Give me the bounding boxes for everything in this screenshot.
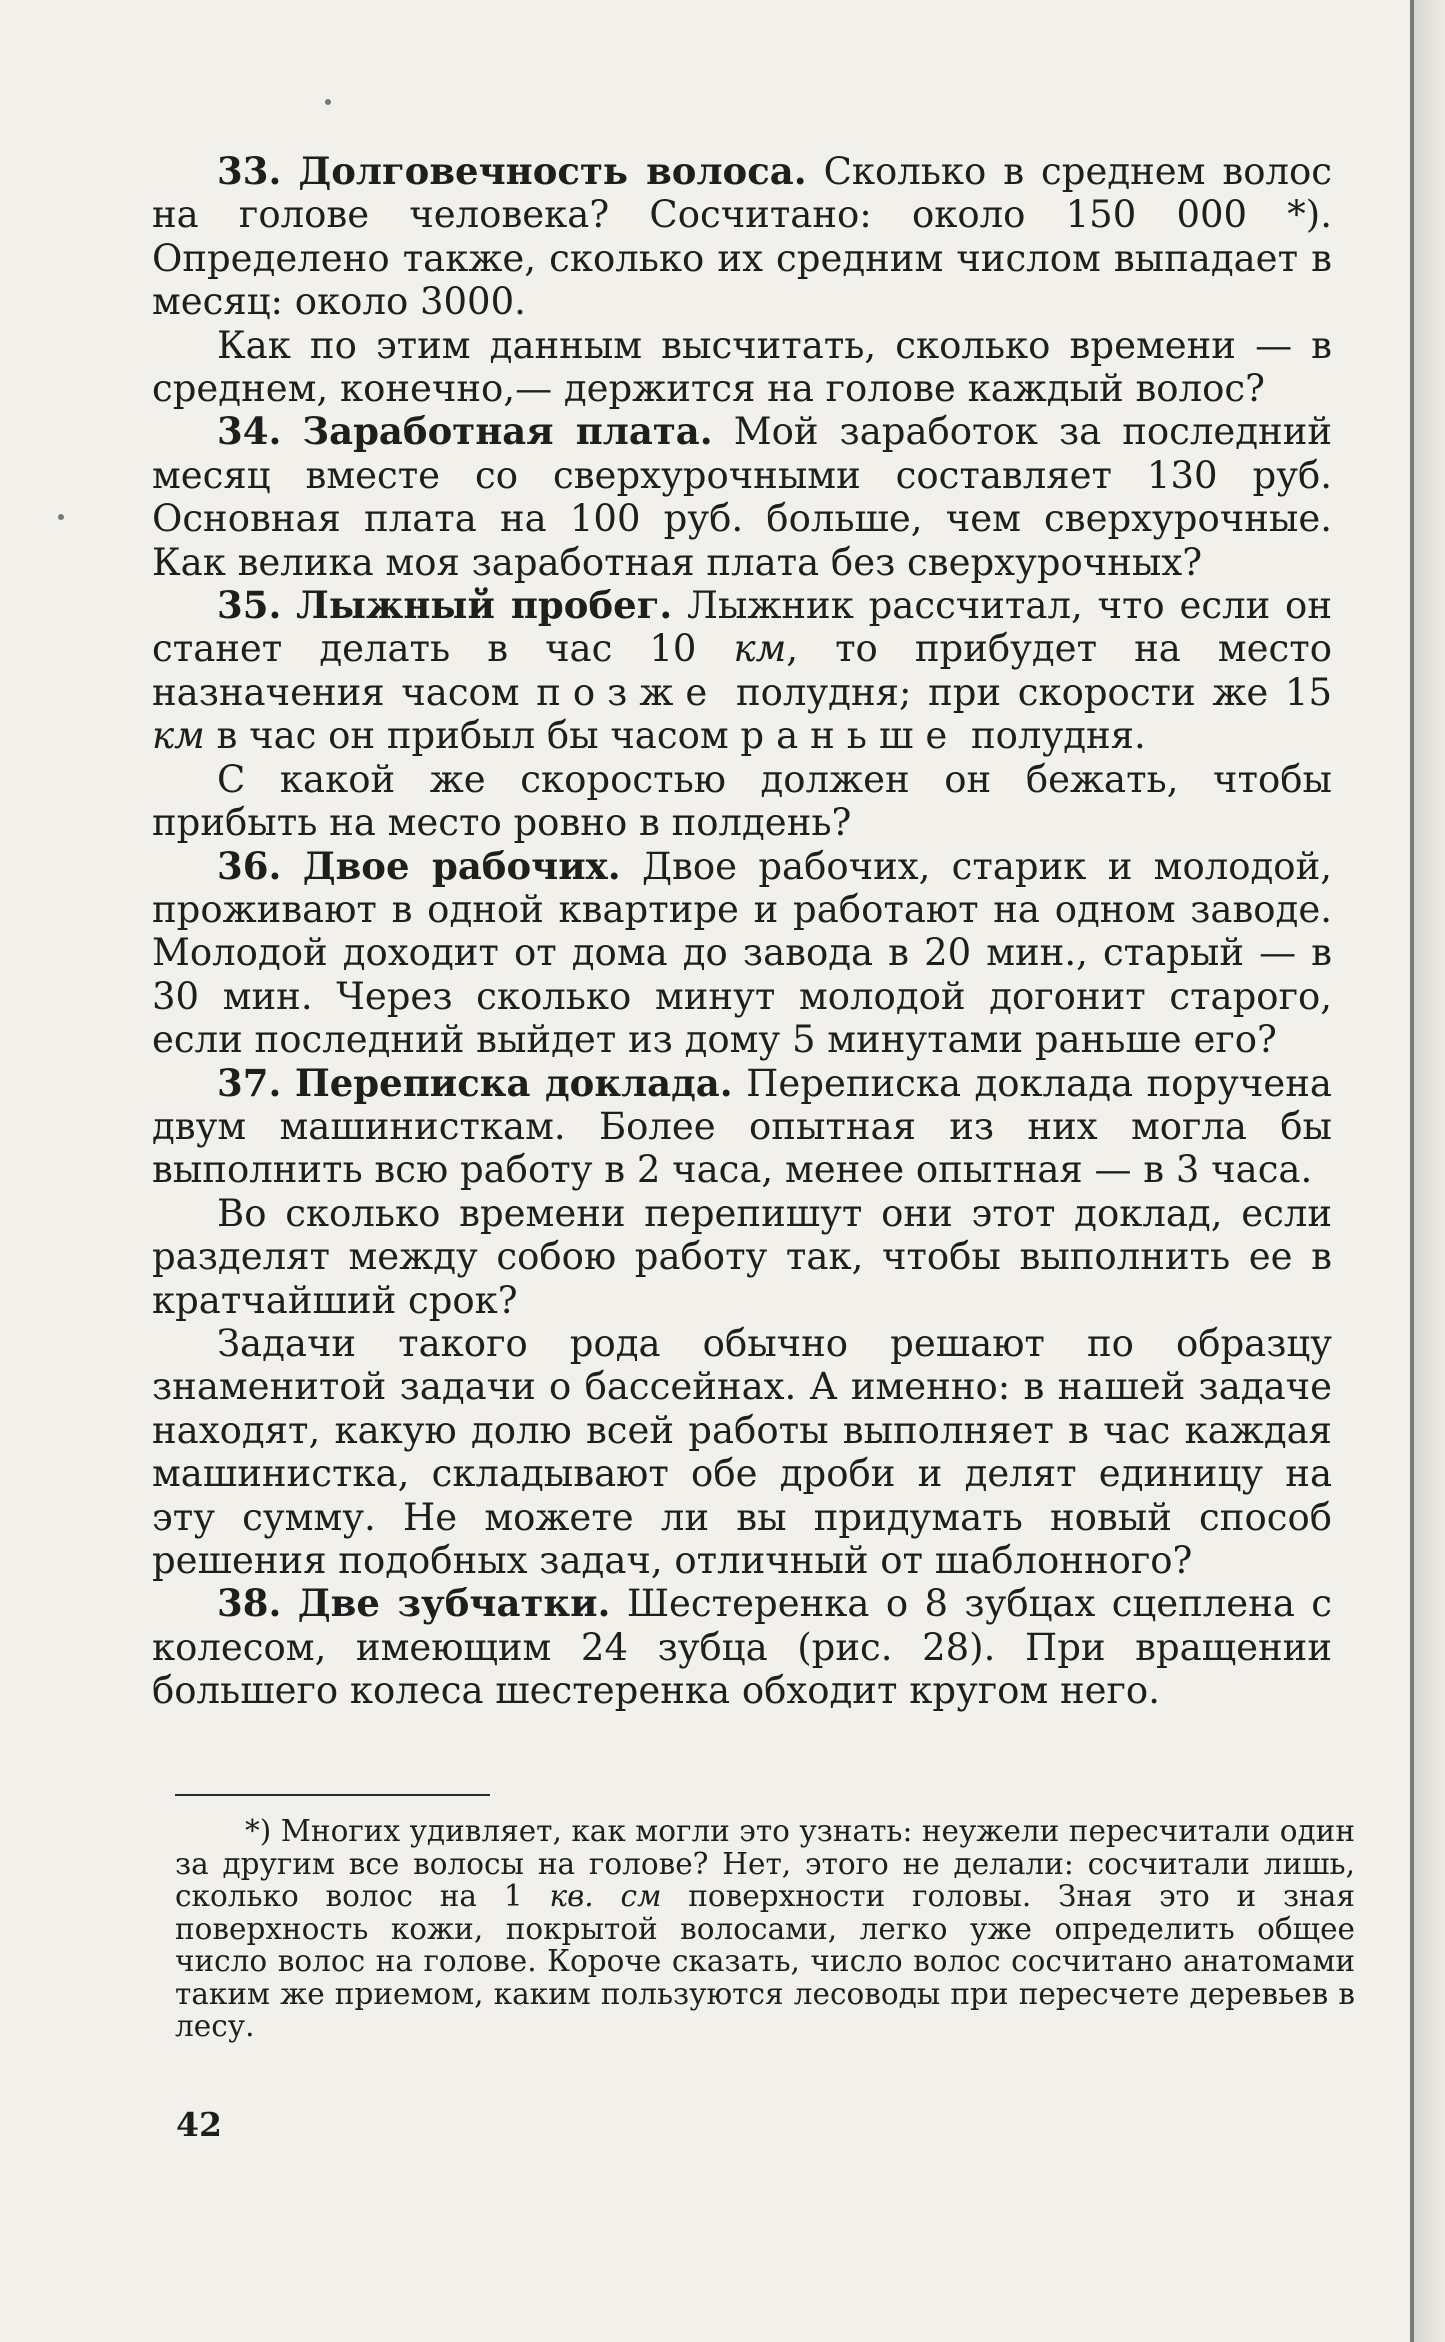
main-text bbox=[152, 150, 1332, 1713]
unit: км bbox=[152, 714, 205, 758]
print-speck bbox=[325, 99, 331, 105]
problem-38 bbox=[152, 1582, 1332, 1712]
problem-37-remark: Задачи такого рода обычно решают по образцу знаменитой задачи о бассейнах. А именно: в нашей задаче находят, какую долю всей работы выполняет в час каждая машинистка, складывают обе дроби и делят единицу на эту сумму. Не можете ли вы придумать новый способ решения подобных задач, отличный от шаблонного? bbox=[152, 1321, 1332, 1582]
problem-body: полудня; при скорости же 15 bbox=[735, 670, 1332, 714]
problem-title: Переписка доклада. bbox=[294, 1060, 733, 1105]
problem-37-question: Во сколько времени перепишут они этот доклад, если разделят между собою работу так, чтобы выполнить ее в кратчайший срок? bbox=[152, 1191, 1332, 1322]
page-number: 42 bbox=[176, 2105, 222, 2144]
problem-body: Шестеренка о 8 зубцах сцеплена с колесом, имеющим 24 зубца (рис. 28). При вращении большего колеса шестеренка обходит кругом него. bbox=[152, 1582, 1333, 1713]
problem-body: Сколько в среднем волос на голове человека? Сосчитано: около 150 000 *). Определено также, сколько их средним числом выпадает в месяц: около 3000. bbox=[152, 150, 1333, 324]
problem-body: Лыжник рассчитал, что если он станет делать в час 10 bbox=[152, 584, 1332, 671]
footnote-text bbox=[175, 1815, 1355, 2043]
problem-33 bbox=[152, 150, 1332, 324]
page-edge-shadow bbox=[1414, 0, 1445, 2342]
spaced-word: раньше bbox=[740, 714, 960, 758]
problem-number: 33. bbox=[217, 149, 282, 193]
problem-number: 37. bbox=[217, 1060, 282, 1105]
footnote-part: поверхности головы. Зная это и зная поверхность кожи, покрытой волосами, легко уже определить общее число волос на голове. Короче сказать, число волос сосчитано анатомами таким же приемом, каким пользуются лесоводы при пересчете деревьев в лесу. bbox=[175, 1879, 1355, 2043]
problem-number: 38. bbox=[217, 1581, 282, 1626]
problem-body: , то прибудет на место назначения часом bbox=[152, 627, 1332, 714]
footnote bbox=[175, 1815, 1355, 2043]
problem-33-question: Как по этим данным высчитать, сколько времени — в среднем, конечно,— держится на голове каждый волос? bbox=[152, 323, 1332, 411]
footnote-part: *) Многих удивляет, как могли это узнать: неужели пересчитали один за другим все волосы на голове? Нет, этого не делали: сосчитали лишь, сколько волос на 1 bbox=[175, 1814, 1355, 1913]
footnote-divider bbox=[175, 1794, 490, 1796]
problem-body: в час он прибыл бы часом bbox=[216, 714, 729, 758]
problem-number: 36. bbox=[217, 843, 282, 888]
spaced-word: позже bbox=[536, 670, 720, 714]
problem-34 bbox=[152, 410, 1332, 584]
problem-title: Долговечность волоса. bbox=[298, 149, 807, 193]
problem-number: 34. bbox=[217, 409, 282, 454]
problem-number: 35. bbox=[217, 583, 282, 628]
problem-36 bbox=[152, 845, 1332, 1062]
problem-title: Лыжный пробег. bbox=[296, 583, 673, 628]
page-edge-line bbox=[1410, 0, 1414, 2342]
problem-title: Две зубчатки. bbox=[297, 1581, 611, 1626]
unit: кв. см bbox=[549, 1879, 662, 1913]
problem-35 bbox=[152, 584, 1332, 758]
problem-body: Переписка доклада поручена двум машинисткам. Более опытная из них могла бы выполнить всю работу в 2 часа, менее опытная — в 3 часа. bbox=[152, 1061, 1332, 1192]
problem-body: полудня. bbox=[971, 714, 1146, 758]
problem-title: Заработная плата. bbox=[302, 409, 713, 454]
problem-body: Мой заработок за последний месяц вместе со сверхурочными составляет 130 руб. Основная плата на 100 руб. больше, чем сверхурочные. Как велика моя заработная плата без сверхурочных? bbox=[152, 410, 1333, 584]
problem-title: Двое рабочих. bbox=[302, 843, 621, 888]
problem-35-question: С какой же скоростью должен он бежать, чтобы прибыть на место ровно в полдень? bbox=[152, 757, 1332, 845]
unit: км bbox=[733, 627, 787, 671]
print-speck bbox=[58, 514, 64, 520]
problem-37 bbox=[152, 1062, 1332, 1192]
problem-body: Двое рабочих, старик и молодой, проживают в одной квартире и работают на одном заводе. Молодой доходит от дома до завода в 20 мин., старый — в 30 мин. Через сколько минут молодой догонит старого, если последний выйдет из дому 5 минутами раньше его? bbox=[152, 844, 1332, 1062]
